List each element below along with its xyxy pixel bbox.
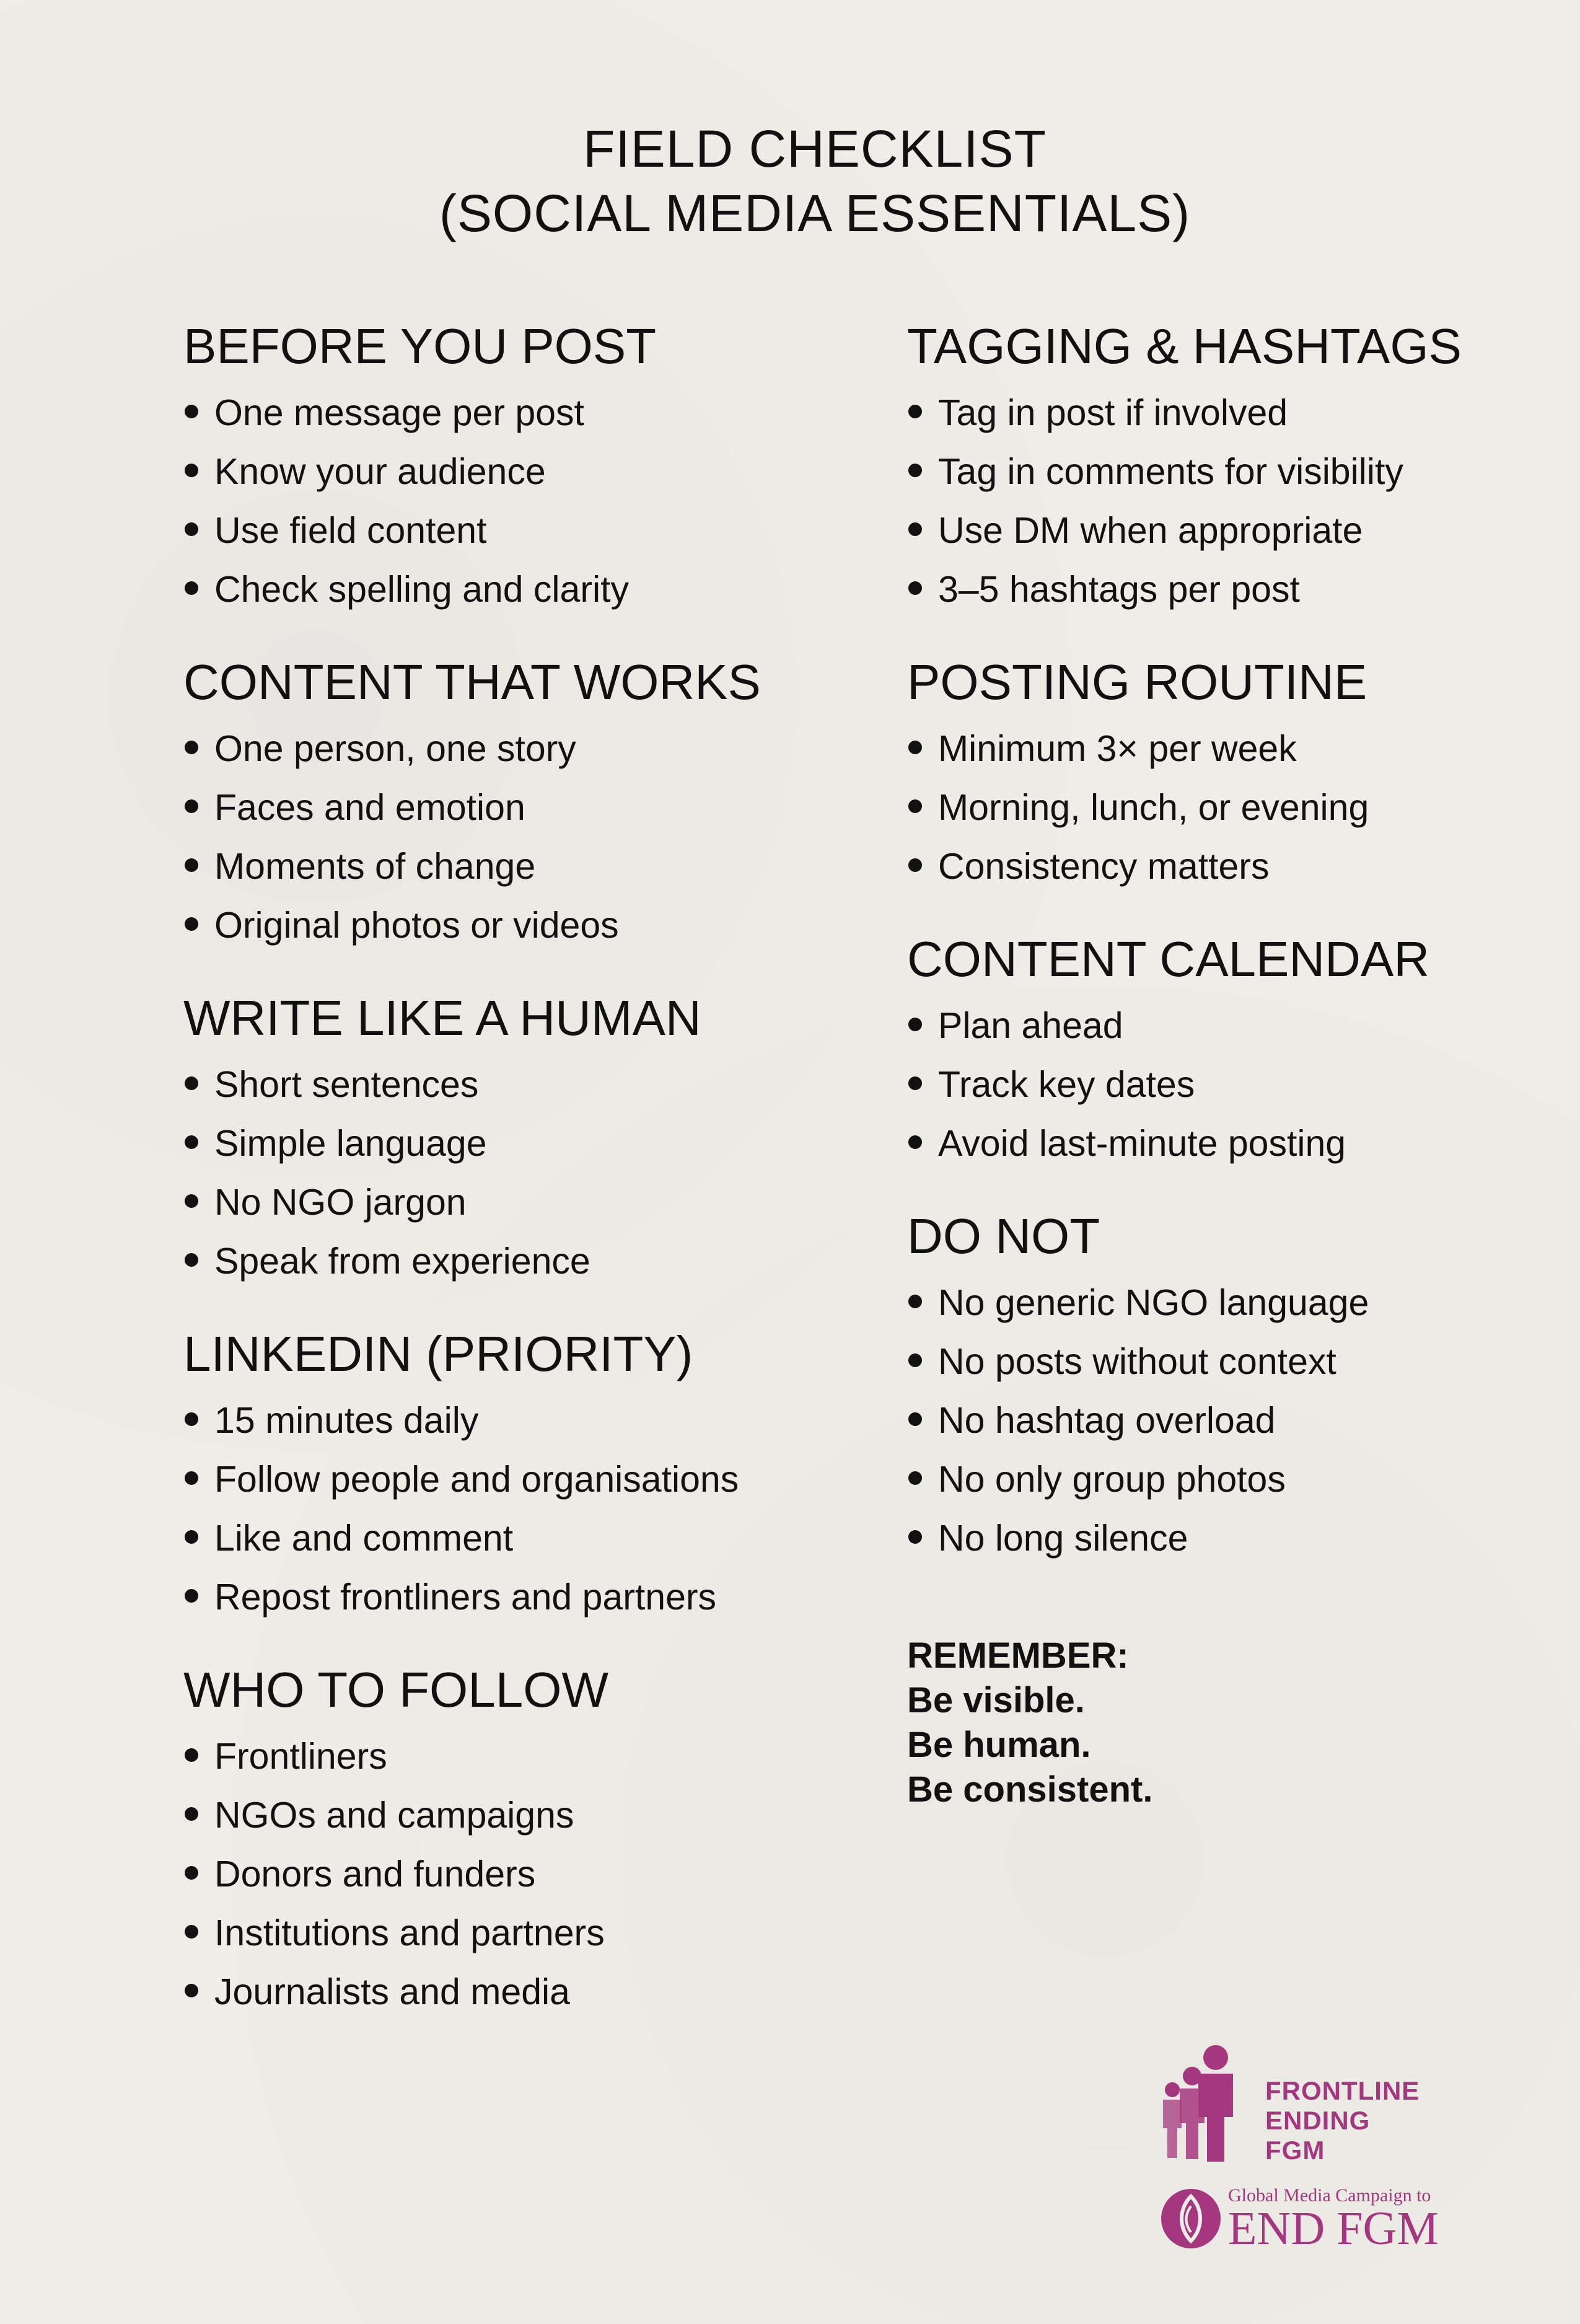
- checklist-item: [907, 501, 1527, 560]
- section-heading: DO NOT: [907, 1208, 1100, 1264]
- checklist-item-text: Donors and funders: [214, 1854, 536, 1895]
- bullet-icon: [908, 1295, 922, 1308]
- frontline-logo-text: [1265, 2076, 1420, 2165]
- checklist-item: [183, 1232, 865, 1291]
- checklist-item: [907, 1055, 1527, 1114]
- checklist: [907, 1274, 1527, 1568]
- checklist-item-text: Minimum 3× per week: [938, 728, 1297, 769]
- checklist-item-text: 3–5 hashtags per post: [938, 569, 1300, 610]
- bullet-icon: [185, 1807, 198, 1821]
- checklist-item: [183, 1055, 865, 1114]
- checklist-item: [907, 1391, 1527, 1450]
- remember-label: REMEMBER:: [907, 1635, 1129, 1676]
- bullet-icon: [185, 1412, 198, 1426]
- campaign-emblem-icon: [1160, 2188, 1222, 2250]
- checklist-item-text: Track key dates: [938, 1064, 1195, 1105]
- checklist-item-text: No generic NGO language: [938, 1282, 1369, 1323]
- checklist-item-text: Simple language: [214, 1123, 487, 1164]
- bullet-icon: [908, 1530, 922, 1544]
- campaign-logo-big-text: END FGM: [1228, 2203, 1439, 2255]
- people-group-icon: [1160, 2044, 1253, 2168]
- checklist-item: [907, 1509, 1527, 1568]
- checklist-item: [183, 837, 865, 896]
- checklist: [183, 1391, 865, 1627]
- checklist-item-text: Frontliners: [214, 1736, 387, 1777]
- checklist-item: [183, 1727, 865, 1786]
- checklist-item-text: Follow people and organisations: [214, 1459, 739, 1500]
- bullet-icon: [185, 405, 198, 418]
- checklist-item: [183, 442, 865, 501]
- bullet-icon: [185, 741, 198, 754]
- bullet-icon: [908, 581, 922, 595]
- checklist-item: [183, 1786, 865, 1845]
- bullet-icon: [185, 1471, 198, 1485]
- checklist-item: [183, 1845, 865, 1904]
- bullet-icon: [185, 858, 198, 872]
- checklist-item-text: One person, one story: [214, 728, 576, 769]
- section-heading: WHO TO FOLLOW: [183, 1662, 608, 1717]
- bullet-icon: [908, 741, 922, 754]
- checklist-item-text: One message per post: [214, 392, 584, 433]
- bullet-icon: [185, 581, 198, 595]
- left-column: [183, 314, 865, 2053]
- checklist-item: [907, 997, 1527, 1055]
- checklist-item: [183, 501, 865, 560]
- checklist-item-text: No hashtag overload: [938, 1400, 1276, 1441]
- section-heading: BEFORE YOU POST: [183, 319, 657, 374]
- section-write-like-a-human: [183, 986, 865, 1291]
- bullet-icon: [185, 522, 198, 536]
- checklist-item-text: Tag in comments for visibility: [938, 451, 1403, 492]
- bullet-icon: [185, 464, 198, 477]
- checklist-item: [183, 1963, 865, 2022]
- bullet-icon: [908, 522, 922, 536]
- campaign-logo-small-text: Global Media Campaign to: [1228, 2185, 1431, 2206]
- checklist-item-text: NGOs and campaigns: [214, 1795, 574, 1836]
- checklist-item-text: Plan ahead: [938, 1005, 1123, 1046]
- bullet-icon: [908, 1076, 922, 1090]
- checklist-item-text: Check spelling and clarity: [214, 569, 629, 610]
- section-who-to-follow: [183, 1658, 865, 2022]
- bullet-icon: [908, 858, 922, 872]
- checklist-item: [907, 560, 1527, 619]
- title-line-1: FIELD CHECKLIST: [583, 120, 1047, 178]
- right-sections: [907, 314, 1527, 1568]
- bullet-icon: [185, 1194, 198, 1208]
- checklist-item-text: Journalists and media: [214, 1971, 570, 2012]
- bullet-icon: [908, 1135, 922, 1149]
- section-before-you-post: [183, 314, 865, 619]
- checklist-item: [907, 837, 1527, 896]
- checklist-item-text: No only group photos: [938, 1459, 1286, 1500]
- checklist-item: [183, 896, 865, 955]
- checklist-item-text: Avoid last-minute posting: [938, 1123, 1346, 1164]
- bullet-icon: [908, 405, 922, 418]
- remember-line-2: Be human.: [907, 1725, 1091, 1765]
- section-tagging-hashtags: [907, 314, 1527, 619]
- bullet-icon: [185, 1076, 198, 1090]
- checklist-item-text: No posts without context: [938, 1341, 1336, 1382]
- checklist-item: [183, 1450, 865, 1509]
- bullet-icon: [908, 799, 922, 813]
- frontline-ending-fgm-logo: [1160, 2044, 1457, 2168]
- section-content-that-works: [183, 650, 865, 955]
- frontline-logo-line-3: FGM: [1265, 2136, 1325, 2165]
- checklist-item: [907, 384, 1527, 442]
- remember-line-3: Be consistent.: [907, 1769, 1153, 1810]
- bullet-icon: [185, 1589, 198, 1603]
- bullet-icon: [185, 1253, 198, 1267]
- remember-line-1: Be visible.: [907, 1680, 1085, 1720]
- bullet-icon: [185, 1530, 198, 1544]
- checklist-item: [907, 1450, 1527, 1509]
- bullet-icon: [185, 1135, 198, 1149]
- section-heading: POSTING ROUTINE: [907, 654, 1367, 710]
- section-content-calendar: [907, 927, 1527, 1173]
- section-heading: TAGGING & HASHTAGS: [907, 319, 1462, 374]
- bullet-icon: [908, 1353, 922, 1367]
- bullet-icon: [185, 917, 198, 931]
- checklist-item-text: Know your audience: [214, 451, 546, 492]
- checklist-item: [183, 778, 865, 837]
- checklist-item: [907, 1332, 1527, 1391]
- checklist-item: [907, 720, 1527, 778]
- checklist-item-text: Consistency matters: [938, 846, 1270, 887]
- bullet-icon: [185, 1925, 198, 1939]
- checklist-item-text: Use DM when appropriate: [938, 510, 1363, 551]
- checklist-item: [183, 560, 865, 619]
- checklist-item: [907, 1274, 1527, 1332]
- checklist-item: [183, 1391, 865, 1450]
- section-heading: CONTENT THAT WORKS: [183, 654, 761, 710]
- page-title: [0, 117, 1580, 245]
- checklist-item-text: Faces and emotion: [214, 787, 525, 828]
- checklist-item: [907, 442, 1527, 501]
- checklist-item-text: Speak from experience: [214, 1241, 590, 1282]
- section-posting-routine: [907, 650, 1527, 896]
- checklist-item: [183, 1568, 865, 1627]
- checklist-item: [907, 1114, 1527, 1173]
- section-heading: CONTENT CALENDAR: [907, 931, 1430, 987]
- checklist: [183, 720, 865, 955]
- right-column: [907, 314, 1527, 1812]
- bullet-icon: [908, 1018, 922, 1031]
- bullet-icon: [908, 1471, 922, 1485]
- bullet-icon: [908, 1412, 922, 1426]
- checklist-item: [183, 1114, 865, 1173]
- checklist-item-text: No NGO jargon: [214, 1182, 467, 1223]
- checklist: [907, 384, 1527, 619]
- checklist-item-text: No long silence: [938, 1518, 1188, 1559]
- frontline-logo-line-1: FRONTLINE: [1265, 2076, 1420, 2105]
- checklist-item-text: Tag in post if involved: [938, 392, 1288, 433]
- checklist: [907, 997, 1527, 1173]
- checklist-item-text: 15 minutes daily: [214, 1400, 479, 1441]
- checklist: [183, 1055, 865, 1291]
- checklist-item: [183, 1904, 865, 1963]
- section-heading: WRITE LIKE A HUMAN: [183, 990, 701, 1045]
- bullet-icon: [185, 1984, 198, 1997]
- checklist-item-text: Moments of change: [214, 846, 536, 887]
- checklist-item-text: Repost frontliners and partners: [214, 1577, 717, 1618]
- checklist-item: [183, 1173, 865, 1232]
- frontline-logo-line-2: ENDING: [1265, 2106, 1371, 2135]
- checklist: [907, 720, 1527, 896]
- checklist-item: [183, 720, 865, 778]
- checklist-item-text: Institutions and partners: [214, 1912, 605, 1953]
- end-fgm-campaign-logo: [1160, 2183, 1457, 2255]
- checklist-item: [183, 384, 865, 442]
- checklist-item-text: Like and comment: [214, 1518, 514, 1559]
- bullet-icon: [908, 464, 922, 477]
- bullet-icon: [185, 1748, 198, 1762]
- checklist-item: [907, 778, 1527, 837]
- title-line-2: (SOCIAL MEDIA ESSENTIALS): [439, 184, 1191, 242]
- checklist-item-text: Original photos or videos: [214, 905, 619, 946]
- checklist-item: [183, 1509, 865, 1568]
- section-heading: LINKEDIN (PRIORITY): [183, 1326, 693, 1381]
- checklist-item-text: Use field content: [214, 510, 487, 551]
- checklist: [183, 384, 865, 619]
- checklist-item-text: Short sentences: [214, 1064, 479, 1105]
- section-linkedin-priority: [183, 1322, 865, 1627]
- bullet-icon: [185, 799, 198, 813]
- section-do-not: [907, 1204, 1527, 1568]
- bullet-icon: [185, 1866, 198, 1880]
- remember-block: [907, 1634, 1527, 1812]
- checklist-item-text: Morning, lunch, or evening: [938, 787, 1369, 828]
- checklist: [183, 1727, 865, 2022]
